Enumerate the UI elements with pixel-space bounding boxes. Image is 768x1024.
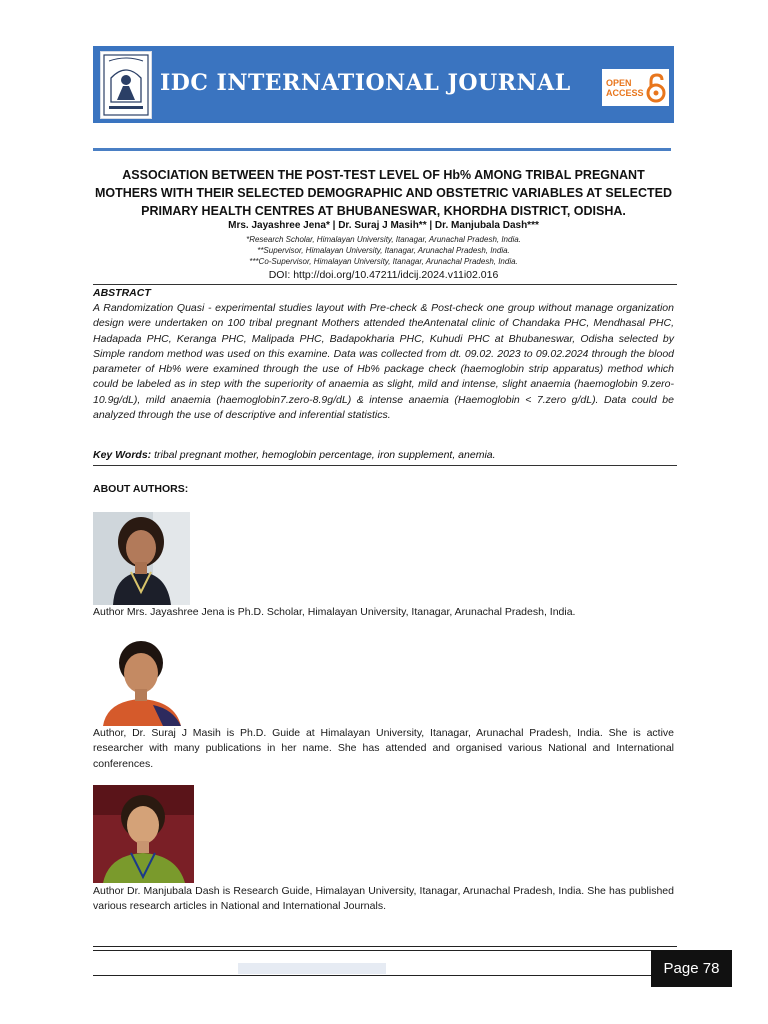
footer-decoration <box>238 963 386 974</box>
article-title: ASSOCIATION BETWEEN THE POST-TEST LEVEL OF Hb% AMONG TRIBAL PREGNANT MOTHERS WITH THEIR SELECTED DEMOGRAPHIC AND OBSTETRIC VARIABLES AT SELECTED PRIMARY HEALTH CENTRES AT BHUBANESWAR, KHORDHA DISTRICT, ODISHA. <box>94 168 673 218</box>
affiliation-3: ***Co-Supervisor, Himalayan University, Itanagar, Arunachal Pradesh, India. <box>249 257 518 266</box>
footer-rule <box>93 975 651 976</box>
keywords <box>93 449 674 461</box>
keywords-label: Key Words: <box>93 449 152 461</box>
author-line: Mrs. Jayashree Jena* | Dr. Suraj J Masih** | Dr. Manjubala Dash*** <box>228 220 539 231</box>
open-access-line1: OPEN <box>606 78 632 88</box>
journal-banner <box>93 46 674 123</box>
footer-rule <box>93 946 677 947</box>
open-lock-icon <box>646 73 666 103</box>
keywords-text: tribal pregnant mother, hemoglobin percentage, iron supplement, anemia. <box>151 449 496 461</box>
header-divider <box>93 148 671 151</box>
author-bio-3: Author Dr. Manjubala Dash is Research Guide, Himalayan University, Itanagar, Arunachal Pradesh, India. She has published various research articles in National and International Journals. <box>93 885 674 913</box>
open-access-line2: ACCESS <box>606 88 644 98</box>
affiliation-1: *Research Scholar, Himalayan University, Itanagar, Arunachal Pradesh, India. <box>246 235 521 244</box>
page-number: Page 78 <box>651 950 732 987</box>
abstract-top-rule <box>93 284 677 285</box>
author-photo-1 <box>93 512 190 605</box>
open-access-badge <box>602 69 669 106</box>
author-bio-2: Author, Dr. Suraj J Masih is Ph.D. Guide at Himalayan University, Itanagar, Arunachal Pradesh, India. She is active researcher with many publications in her name. She has attended and organised various National and International conferences. <box>93 727 674 770</box>
about-authors-heading: ABOUT AUTHORS: <box>93 483 189 495</box>
abstract-bottom-rule <box>93 465 677 466</box>
abstract-body: A Randomization Quasi - experimental studies layout with Pre-check & Post-check one group without manage organization design were undertaken on 100 tribal pregnant Mothers attended theAntenatal clinic of Chandaka PHC, Mendhasal PHC, Hadapada PHC, Keranga PHC, Malipada PHC, Badapokharia PHC, Kuhudi PHC at Bhubaneswar, Odisha selected by Simple random method was used on this examine. Data was collected from dt. 09.02. 2023 to 09.02.2024 through the blood parameter of Hb% were examined through the use of Hb% package check (haemoglobin strip apparatus) method which could be labeled as in step with the superiority of anaemia as slight, mild and intense, slight anaemia (haemoglobin 9.zero- 10.9g/dL), mild anaemia (haemoglobin7.zero-8.9g/dL) & intense anaemia (Haemoglobin < 7.zero g/dL). Data could be analyzed through the use of descriptive and inferential statistics. <box>93 302 674 422</box>
journal-seal-icon <box>100 51 152 119</box>
affiliation-2: **Supervisor, Himalayan University, Itanagar, Arunachal Pradesh, India. <box>257 246 510 255</box>
journal-name: IDC INTERNATIONAL JOURNAL <box>160 70 571 96</box>
author-photo-2 <box>93 635 190 726</box>
author-photo-3 <box>93 785 194 883</box>
footer-rule <box>93 950 677 951</box>
author-bio-1: Author Mrs. Jayashree Jena is Ph.D. Scholar, Himalayan University, Itanagar, Arunachal Pradesh, India. <box>93 606 576 618</box>
abstract-heading: ABSTRACT <box>93 287 151 299</box>
doi-link[interactable]: DOI: http://doi.org/10.47211/idcij.2024.v11i02.016 <box>268 269 499 281</box>
